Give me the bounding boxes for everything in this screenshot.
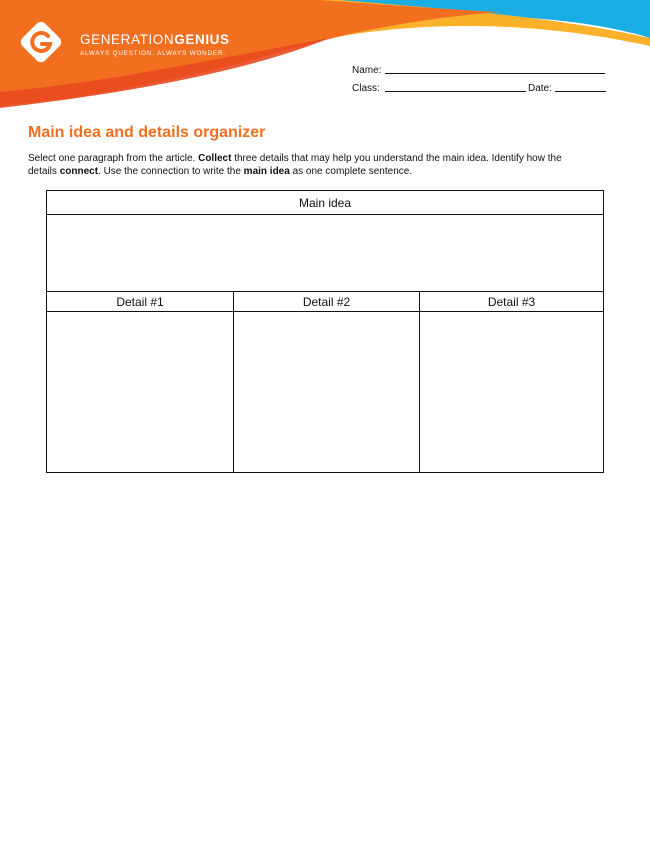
brand-tagline: ALWAYS QUESTION. ALWAYS WONDER. (80, 50, 226, 57)
name-field[interactable] (352, 65, 607, 79)
detail-2-box[interactable] (234, 312, 419, 472)
instructions-bold-connect: connect (59, 166, 99, 177)
main-idea-box[interactable] (47, 215, 603, 292)
instructions-bold-collect: Collect (198, 153, 232, 164)
date-line[interactable] (555, 91, 606, 92)
instructions-text-4: as one complete sentence. (289, 166, 413, 177)
instructions (28, 152, 588, 178)
brand-name (80, 33, 230, 47)
detail-3-box[interactable] (420, 312, 603, 472)
detail-1-header: Detail #1 (47, 292, 233, 312)
detail-column-1 (47, 292, 234, 472)
date-label: Date: (528, 83, 552, 94)
detail-column-2 (234, 292, 420, 472)
name-line[interactable] (385, 73, 605, 74)
brand (80, 33, 230, 57)
instructions-text-2: three details that may help you understand the main idea. Identify how the details (28, 153, 562, 177)
class-field[interactable] (352, 83, 528, 97)
brand-name-part1: GENERATION (80, 32, 175, 47)
main-idea-header: Main idea (47, 191, 603, 215)
class-line[interactable] (385, 91, 526, 92)
detail-2-header: Detail #2 (234, 292, 419, 312)
worksheet-title: Main idea and details organizer (28, 124, 266, 141)
logo-icon (17, 18, 65, 66)
organizer-table (46, 190, 604, 473)
class-label: Class: (352, 83, 380, 94)
instructions-bold-main-idea: main idea (243, 166, 290, 177)
date-field[interactable] (528, 83, 608, 97)
instructions-text-1: Select one paragraph from the article. (28, 153, 199, 164)
detail-3-header: Detail #3 (420, 292, 603, 312)
detail-column-3 (420, 292, 603, 472)
detail-1-box[interactable] (47, 312, 233, 472)
instructions-text-3: . Use the connection to write the (98, 166, 244, 177)
header-banner (0, 0, 650, 120)
brand-name-part2: GENIUS (174, 32, 230, 47)
name-label: Name: (352, 65, 382, 76)
